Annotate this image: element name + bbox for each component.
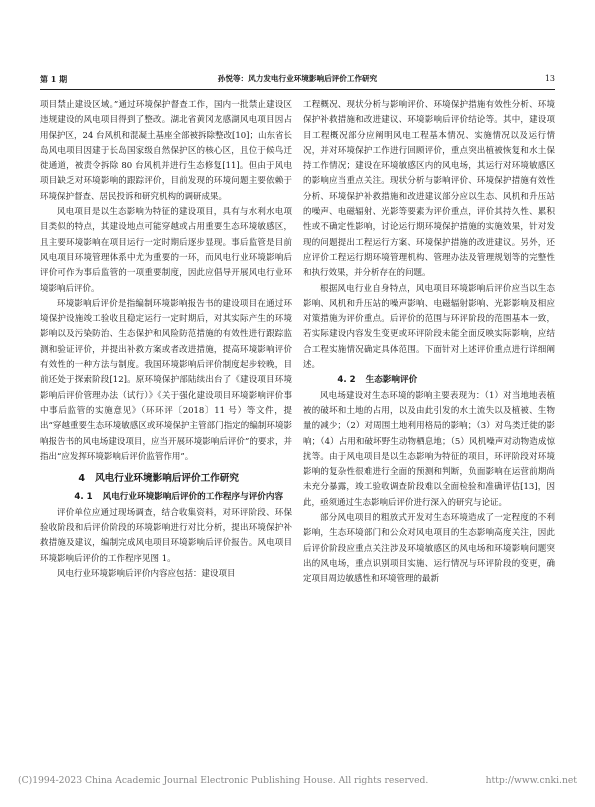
left-column	[40, 98, 292, 582]
subsection-title: 生态影响评价	[365, 375, 418, 386]
section-heading	[40, 471, 292, 486]
copyright-footer	[18, 775, 577, 791]
subsection-heading	[40, 490, 292, 505]
paragraph: 评价单位应通过现场调查，结合收集资料，对环评阶段、环保验收阶段和后评价阶段的环境影响进行对比分析，提出环境保护补救措施及建议，编制完成风电项目环境影响后评价报告。风电项目环境影响后评价的工作程序见图 1。	[40, 507, 292, 564]
running-header	[40, 72, 555, 86]
page-number: 13	[544, 74, 555, 83]
paragraph: 部分风电项目的粗放式开发对生态环境造成了一定程度的不利影响，生态环境部门和公众对风电项目的生态影响高度关注，因此后评价阶段应重点关注涉及环境敏感区的风电场和环境影响问题突出的风电场，重点识别项目实施、运行情况与环评阶段的变更，确定项目周边敏感性和环境管理的最新	[303, 513, 555, 585]
running-title: 孙悦等：风力发电行业环境影响后评价工作研究	[217, 74, 378, 83]
right-column	[303, 98, 555, 588]
subsection-number: 4. 1	[74, 492, 93, 503]
publisher-url: http://www.cnki.net	[485, 775, 577, 786]
subsection-number: 4. 2	[337, 375, 356, 386]
copyright-text: (C)1994-2023 China Academic Journal Electronic Publishing House. All rights reserved.	[18, 775, 429, 786]
subsection-heading	[303, 373, 555, 388]
paragraph: 环境影响后评价是指编制环境影响报告书的建设项目在通过环境保护设施竣工验收且稳定运行一定时期后，对其实际产生的环境影响以及污染防治、生态保护和风险防范措施的有效性进行跟踪监测和验证评价，并提出补救方案或者改进措施，提高环境影响评价有效性的一种方法与制度。我国环境影响后评价制度起步较晚，目前还处于探索阶段[12]。原环境保护部陆续出台了《建设项目环境影响后评价管理办法（试行）》《关于强化建设项目环境影响评价事中事后监管的实施意见》（环环评〔2018〕11 号）等文件，提出“穿越重要生态环境敏感区或环境保护主管部门指定的编制环境影响报告书的风电场建设项目，应当开展环境影响后评价”的要求，并指出“应发挥环境影响后评价监管作用”。	[40, 298, 292, 462]
paragraph: 风电场建设对生态环境的影响主要表现为：（1）对当地地表植被的破坏和土地的占用，以及由此引发的水土流失以及植被、生物量的减少；（2）对周围土地利用格局的影响；（3）对鸟类迁徙的影响；（4）占用和破坏野生动物栖息地；（5）风机噪声对动物造成惊扰等。由于风电项目是以生态影响为特征的项目，环评阶段对环境影响的复杂性很难进行全面的预测和判断，负面影响在运营前期尚未充分暴露，竣工验收调查阶段难以全面检验和准确评估[13]，因此，亟须通过生态影响后评价进行深入的研究与论证。	[303, 390, 555, 508]
paragraph: 项目禁止建设区域。”通过环境保护督查工作，国内一批禁止建设区违规建设的风电项目得到了整改。湖北省黄冈龙感湖风电项目因占用保护区，24 台风机和混凝土基座全部被拆除整改[10]；山东省长岛风电项目因建于长岛国家级自然保护区的核心区，且位于候鸟迁徙通道，被责令拆除 80 台风机并进行生态修复[11]。但由于风电项目缺乏对环境影响的跟踪评价，目前发现的环境问题主要依赖于环境保护督查、居民投诉和研究机构的调研成果。	[40, 100, 292, 202]
subsection-title: 风电行业环境影响后评价的工作程序与评价内容	[102, 492, 284, 503]
issue-label: 第 1 期	[40, 74, 68, 84]
paragraph: 风电项目是以生态影响为特征的建设项目，具有与水利水电项目类似的特点，其建设地点可能穿越或占用重要生态环境敏感区，且主要环境影响在项目运行一定时期后逐步显现。事后监管是目前风电项目环境管理体系中尤为重要的一环，而风电行业环境影响后评价可作为事后监管的一项重要制度，因此应倡导开展风电行业环境影响后评价。	[40, 207, 292, 294]
paragraph: 工程概况、现状分析与影响评价、环境保护措施有效性分析、环境保护补救措施和改进建议、环境影响后评价结论等。其中，建设项目工程概况部分应阐明风电工程基本情况、实施情况以及运行情况，并对环境保护工作进行回顾评价，重点突出植被恢复和水土保持工作情况；建设在环境敏感区内的风电场，其运行对环境敏感区的影响应当重点关注。现状分析与影响评价、环境保护措施有效性分析、环境保护补救措施和改进建议部分应以生态、风机和升压站的噪声、电磁辐射、光影等要素为评价重点，评价其持久性、累积性或不确定性影响，讨论运行期环境保护措施的实施效果，针对发现的问题提出工程运行方案、环境保护措施的改进建议。另外，还应评价工程运行期环境管理机构、管理办法及管理规划等的完整性和执行效果，并分析存在的问题。	[303, 100, 555, 279]
paragraph: 风电行业环境影响后评价内容应包括：建设项目	[57, 568, 236, 579]
paragraph: 根据风电行业自身特点，风电项目环境影响后评价应当以生态影响、风机和升压站的噪声影响、电磁辐射影响、光影影响及相应对策措施为评价重点。后评价的范围与环评阶段的范围基本一致，若实际建设内容发生变更或环评阶段未能全面反映实际影响，应结合工程实施情况确定具体范围。下面针对上述评价重点进行详细阐述。	[303, 283, 555, 371]
section-number: 4	[78, 473, 86, 485]
header-rule	[40, 89, 555, 90]
section-title: 风电行业环境影响后评价工作研究	[95, 473, 239, 485]
